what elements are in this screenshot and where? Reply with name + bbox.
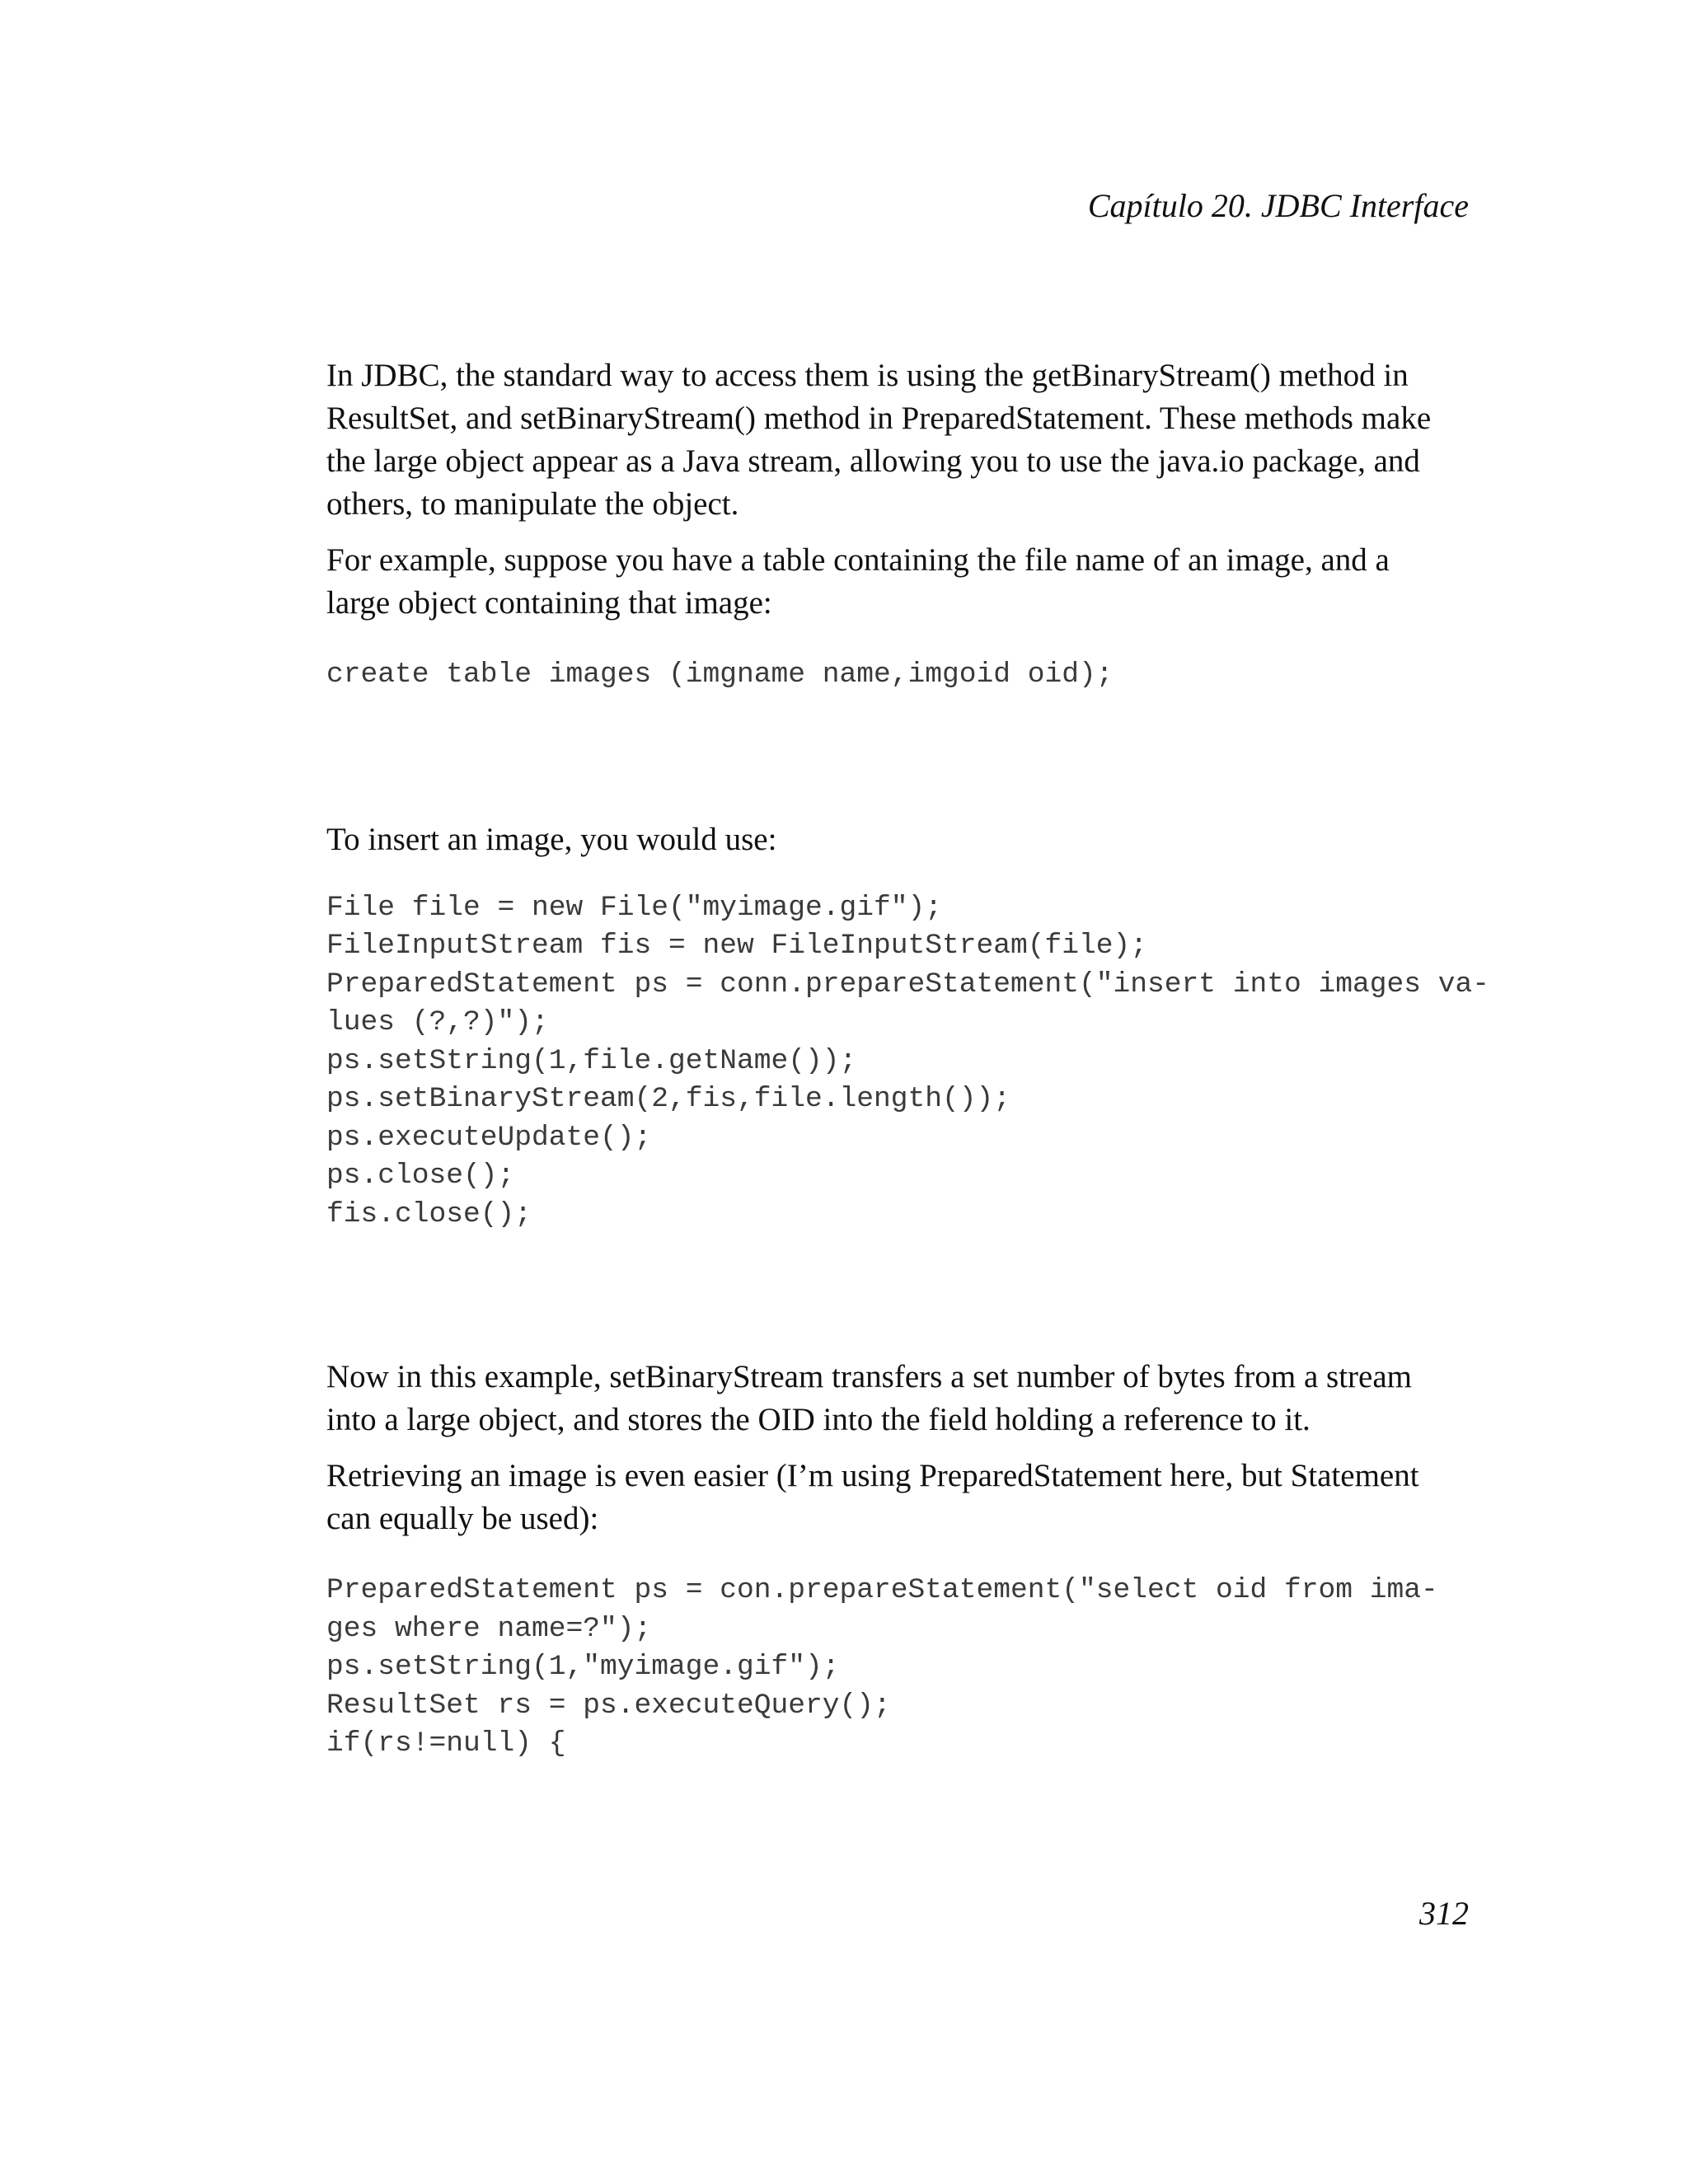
paragraph-example-intro: For example, suppose you have a table containing the file name of an image, and a large object containing that image: [326,542,1390,621]
paragraph-retrieve-intro: Retrieving an image is even easier (I’m using PreparedStatement here, but Statement can equally be used): [326,1458,1419,1536]
paragraph-setbinarystream-explanation: Now in this example, setBinaryStream transfers a set number of bytes from a stream into a large object, and stores the OID into the field holding a reference to it. [326,1359,1412,1437]
page-content [326,354,1497,1764]
code-insert-image: File file = new File("myimage.gif"); FileInputStream fis = new FileInputStream(file); PreparedStatement ps = conn.prepareStatement("insert into images va- lues (?,?)"); ps.setString(1,file.getName()); ps.setBinaryStream(2,fis,file.length()); ps.executeUpdate(); ps.close(); fis.close(); [326,891,1490,1230]
paragraph-jdbc-streams: In JDBC, the standard way to access them is using the getBinaryStream() method in ResultSet, and setBinaryStream() method in PreparedStatement. These methods make the large object appear as a Java stream, allowing you to use the java.io package, and others, to manipulate the object. [326,358,1432,522]
paragraph-insert-intro: To insert an image, you would use: [326,821,777,857]
code-create-table: create table images (imgname name,imgoid oid); [326,658,1114,691]
page-number: 312 [1419,1895,1469,1932]
code-retrieve-image: PreparedStatement ps = con.prepareStatement("select oid from ima- ges where name=?"); ps.setString(1,"myimage.gif"); ResultSet rs = ps.executeQuery(); if(rs!=null) { [326,1574,1438,1760]
running-head-title: Capítulo 20. JDBC Interface [1087,187,1469,224]
